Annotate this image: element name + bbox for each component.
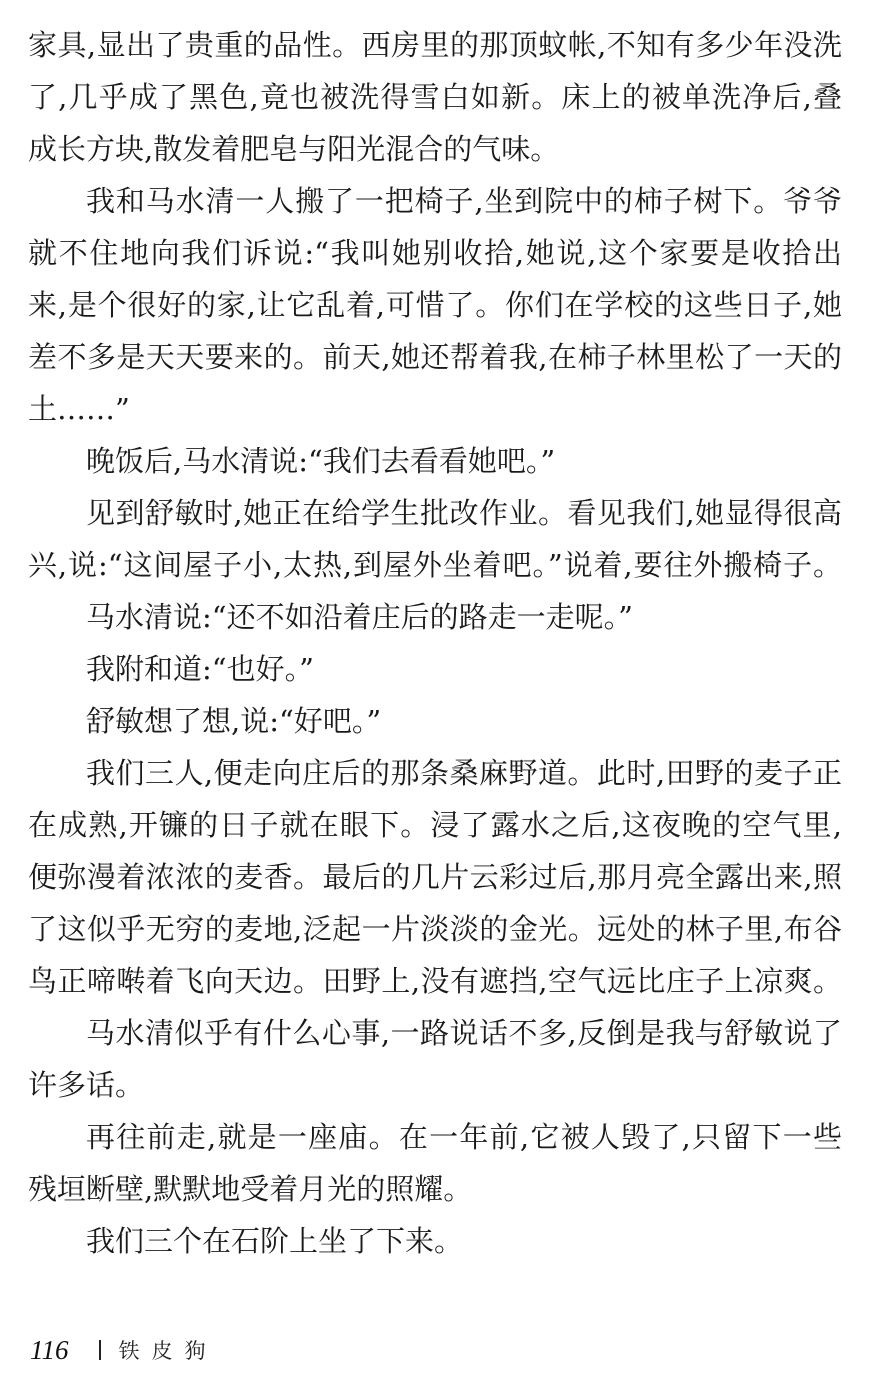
text-line: 成长方块,散发着肥皂与阳光混合的气味。: [28, 132, 560, 166]
text-line: 了这似乎无穷的麦地,泛起一片淡淡的金光。远处的林子里,布谷: [28, 912, 842, 946]
text-line: 在成熟,开镰的日子就在眼下。浸了露水之后,这夜晚的空气里,: [28, 808, 842, 842]
text-line: 我附和道:“也好。”: [86, 652, 314, 686]
text-line: 舒敏想了想,说:“好吧。”: [86, 704, 382, 738]
text-line: 晚饭后,马水清说:“我们去看看她吧。”: [86, 444, 556, 478]
text-line: 便弥漫着浓浓的麦香。最后的几片云彩过后,那月亮全露出来,照: [28, 860, 842, 894]
text-line: 我和马水清一人搬了一把椅子,坐到院中的柿子树下。爷爷: [86, 184, 842, 218]
text-line: 土……”: [28, 392, 130, 426]
text-line: 马水清似乎有什么心事,一路说话不多,反倒是我与舒敏说了: [86, 1016, 842, 1050]
text-line: 我们三人,便走向庄后的那条桑麻野道。此时,田野的麦子正: [86, 756, 842, 790]
text-line: 我们三个在石阶上坐了下来。: [86, 1224, 464, 1258]
text-line: 马水清说:“还不如沿着庄后的路走一走呢。”: [86, 600, 633, 634]
page-number: 116: [30, 1334, 69, 1365]
text-line: 差不多是天天要来的。前天,她还帮着我,在柿子林里松了一天的: [28, 340, 842, 374]
text-line: 就不住地向我们诉说:“我叫她别收拾,她说,这个家要是收拾出: [28, 236, 842, 270]
text-line: 许多话。: [28, 1068, 145, 1102]
text-line: 残垣断壁,默默地受着月光的照耀。: [28, 1172, 473, 1206]
text-line: 兴,说:“这间屋子小,太热,到屋外坐着吧。”说着,要往外搬椅子。: [28, 548, 842, 582]
text-line: 了,几乎成了黑色,竟也被洗得雪白如新。床上的被单洗净后,叠: [28, 80, 842, 114]
footer-divider: [99, 1340, 101, 1360]
text-line: 再往前走,就是一座庙。在一年前,它被人毁了,只留下一些: [86, 1120, 842, 1154]
text-line: 鸟正啼啭着飞向天边。田野上,没有遮挡,空气远比庄子上凉爽。: [28, 964, 842, 998]
book-title: 铁皮狗: [118, 1339, 218, 1363]
body-text: [28, 19, 842, 1267]
text-line: 来,是个很好的家,让它乱着,可惜了。你们在学校的这些日子,她: [28, 288, 842, 322]
page-footer: [30, 1332, 218, 1368]
text-line: 见到舒敏时,她正在给学生批改作业。看见我们,她显得很高: [86, 496, 842, 530]
text-line: 家具,显出了贵重的品性。西房里的那顶蚊帐,不知有多少年没洗: [28, 28, 842, 62]
